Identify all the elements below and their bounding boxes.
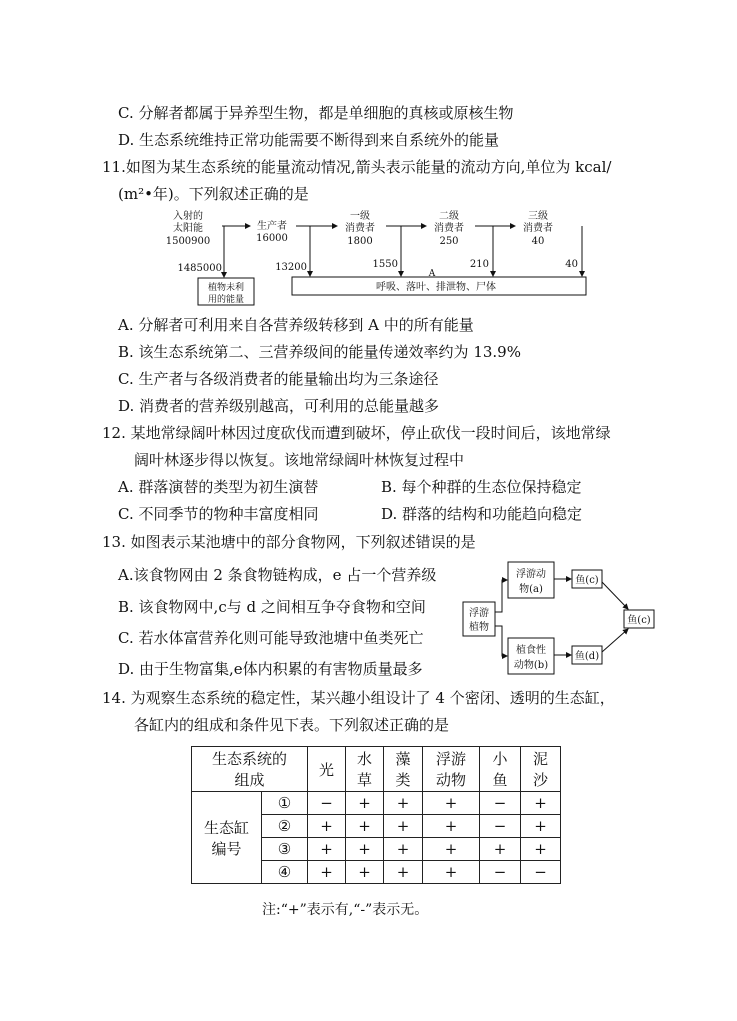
header-cell-algae: 藻 类 bbox=[384, 747, 423, 792]
table-cell: + bbox=[308, 815, 346, 838]
producer-label: 生产者 bbox=[257, 221, 287, 232]
box-a-label: A bbox=[428, 269, 436, 279]
fish-c-right-label: 鱼(c) bbox=[627, 615, 651, 626]
q10-option-c: C. 分解者都属于异养型生物，都是单细胞的真核或原核生物 bbox=[118, 104, 514, 122]
row-id: ① bbox=[262, 792, 308, 815]
q12-option-c: C. 不同季节的物种丰富度相同 bbox=[118, 505, 319, 523]
q12-option-d: D. 群落的结构和功能趋向稳定 bbox=[381, 505, 583, 523]
q11-option-d: D. 消费者的营养级别越高，可利用的总能量越多 bbox=[118, 397, 440, 415]
table-cell: + bbox=[308, 838, 346, 861]
producer-value: 16000 bbox=[256, 233, 288, 244]
fish-c-top-label: 鱼(c) bbox=[575, 575, 599, 586]
arrow-phyto-herb bbox=[495, 626, 507, 656]
q14-stem-line2: 各缸内的组成和条件见下表。下列叙述正确的是 bbox=[134, 716, 450, 734]
row-label-cell: 生态缸 编号 bbox=[192, 792, 262, 884]
energy-flow-diagram bbox=[160, 205, 600, 310]
c2-label-1: 二级 bbox=[439, 211, 459, 222]
table-cell: + bbox=[346, 861, 384, 884]
header-cell-light: 光 bbox=[308, 747, 346, 792]
c1-label-1: 一级 bbox=[350, 211, 370, 222]
table-cell: + bbox=[384, 792, 423, 815]
table-cell: + bbox=[384, 838, 423, 861]
c2-value: 250 bbox=[439, 236, 459, 247]
header-cell-fish: 小 鱼 bbox=[480, 747, 521, 792]
table-note: 注:“+”表示有,“-”表示无。 bbox=[262, 902, 429, 918]
c1-value: 1800 bbox=[347, 236, 373, 247]
table-cell: + bbox=[423, 815, 480, 838]
q13-option-c: C. 若水体富营养化则可能导致池塘中鱼类死亡 bbox=[118, 629, 424, 647]
q14-stem-line1: 14. 为观察生态系统的稳定性，某兴趣小组设计了 4 个密闭、透明的生态缸， bbox=[102, 689, 615, 707]
q12-stem-line2: 阔叶林逐步得以恢复。该地常绿阔叶林恢复过程中 bbox=[134, 451, 465, 469]
zooplankton-label-2: 物(a) bbox=[519, 584, 543, 595]
zooplankton-label-1: 浮游动 bbox=[516, 569, 546, 580]
table-cell: + bbox=[480, 838, 521, 861]
q10-option-d: D. 生态系统维持正常功能需要不断得到来自系统外的能量 bbox=[118, 131, 500, 149]
sun-label-1: 入射的 bbox=[173, 211, 203, 222]
q11-option-b: B. 该生态系统第二、三营养级间的能量传递效率约为 13.9% bbox=[118, 343, 521, 361]
table-cell: + bbox=[521, 838, 561, 861]
sun-label-2: 太阳能 bbox=[173, 223, 203, 234]
header-cell-sand: 泥 沙 bbox=[521, 747, 561, 792]
sun-value: 1500900 bbox=[165, 236, 211, 247]
header-cell-composition: 生态系统的 组成 bbox=[192, 747, 308, 792]
table-header-row bbox=[192, 747, 561, 792]
flow-c2-value: 210 bbox=[469, 259, 489, 270]
unused-label-1: 植物未利 bbox=[207, 283, 245, 293]
q13-option-a: A.该食物网由 2 条食物链构成，e 占一个营养级 bbox=[118, 566, 437, 584]
unused-value: 1485000 bbox=[177, 263, 222, 274]
table-cell: − bbox=[521, 861, 561, 884]
c3-label-1: 三级 bbox=[528, 211, 548, 222]
table-cell: + bbox=[346, 838, 384, 861]
unused-label-2: 用的能量 bbox=[207, 295, 245, 305]
food-web-diagram bbox=[460, 558, 660, 676]
table-cell: − bbox=[480, 861, 521, 884]
table-cell: − bbox=[480, 792, 521, 815]
flow-c3-value: 40 bbox=[565, 259, 578, 270]
header-cell-zooplankton: 浮游 动物 bbox=[423, 747, 480, 792]
phytoplankton-label-1: 浮游 bbox=[469, 608, 489, 619]
herbivore-label-1: 植食性 bbox=[516, 645, 546, 656]
arrow-phyto-zoo bbox=[495, 580, 507, 612]
table-cell: + bbox=[521, 815, 561, 838]
table-cell: + bbox=[521, 792, 561, 815]
row-id: ④ bbox=[262, 861, 308, 884]
table-cell: − bbox=[308, 792, 346, 815]
table-cell: + bbox=[384, 861, 423, 884]
table-cell: + bbox=[423, 792, 480, 815]
table-cell: + bbox=[346, 792, 384, 815]
c3-label-2: 消费者 bbox=[523, 223, 553, 234]
q11-option-a: A. 分解者可利用来自各营养级转移到 A 中的所有能量 bbox=[118, 316, 474, 334]
table-cell: + bbox=[423, 861, 480, 884]
table-cell: + bbox=[308, 861, 346, 884]
table-cell: − bbox=[480, 815, 521, 838]
table-row bbox=[192, 792, 561, 815]
q11-option-c: C. 生产者与各级消费者的能量输出均为三条途径 bbox=[118, 370, 439, 388]
q13-stem: 13. 如图表示某池塘中的部分食物网，下列叙述错误的是 bbox=[102, 533, 476, 551]
table-cell: + bbox=[384, 815, 423, 838]
c3-value: 40 bbox=[531, 236, 545, 247]
arrow-fishc-fishc bbox=[602, 582, 628, 609]
table-cell: + bbox=[346, 815, 384, 838]
q12-option-b: B. 每个种群的生态位保持稳定 bbox=[381, 478, 582, 496]
q11-stem-line2: (m²•年)。下列叙述正确的是 bbox=[118, 185, 309, 203]
row-id: ② bbox=[262, 815, 308, 838]
eco-table bbox=[191, 746, 561, 884]
flow-c1-value: 1550 bbox=[372, 259, 398, 270]
q11-stem-line1: 11.如图为某生态系统的能量流动情况,箭头表示能量的流动方向,单位为 kcal/ bbox=[102, 158, 612, 176]
fish-d-label: 鱼(d) bbox=[574, 651, 600, 662]
q13-option-d: D. 由于生物富集,e体内积累的有害物质量最多 bbox=[118, 660, 423, 678]
c1-label-2: 消费者 bbox=[345, 223, 375, 234]
box-a-text: 呼吸、落叶、排泄物、尸体 bbox=[376, 282, 496, 293]
flow-producer-value: 13200 bbox=[275, 262, 307, 273]
row-id: ③ bbox=[262, 838, 308, 861]
phytoplankton-label-2: 植物 bbox=[469, 622, 489, 633]
table-cell: + bbox=[423, 838, 480, 861]
q12-stem-line1: 12. 某地常绿阔叶林因过度砍伐而遭到破坏，停止砍伐一段时间后，该地常绿 bbox=[102, 424, 611, 442]
header-cell-waterweed: 水 草 bbox=[346, 747, 384, 792]
q13-option-b: B. 该食物网中,c与 d 之间相互争夺食物和空间 bbox=[118, 598, 426, 616]
q12-option-a: A. 群落演替的类型为初生演替 bbox=[118, 478, 319, 496]
arrow-fishd-fishc bbox=[602, 629, 628, 652]
c2-label-2: 消费者 bbox=[434, 223, 464, 234]
herbivore-label-2: 动物(b) bbox=[513, 660, 549, 671]
